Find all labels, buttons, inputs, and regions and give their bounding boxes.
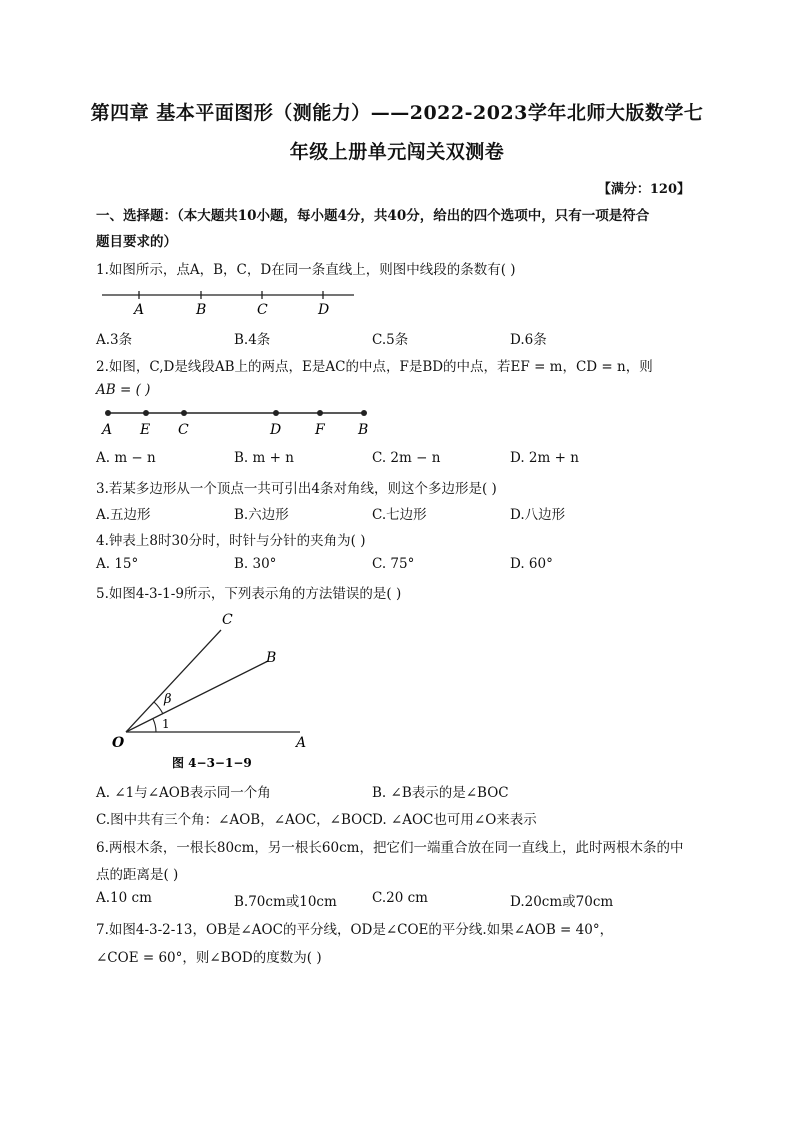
q5-option-d[interactable]: D. ∠AOC也可用∠O来表示 xyxy=(372,812,537,828)
q2-point-label: F xyxy=(315,422,325,438)
q4-option-c[interactable]: C. 75° xyxy=(372,556,415,572)
q2-point-label: C xyxy=(178,422,189,438)
q5-option-c[interactable]: C.图中共有三个角：∠AOB，∠AOC，∠BOC xyxy=(96,812,373,828)
q7-stem-cont: ∠COE = 60°，则∠BOD的度数为( ) xyxy=(96,950,322,966)
q1-option-c[interactable]: C.5条 xyxy=(372,332,409,348)
q2-point-label: E xyxy=(140,422,151,438)
q5-label-c: C xyxy=(222,612,233,628)
q2-point-label: D xyxy=(270,422,282,438)
q3-option-d[interactable]: D.八边形 xyxy=(510,507,566,523)
q2-dot-b xyxy=(361,410,367,416)
section1-heading-cont: 题目要求的） xyxy=(96,234,177,250)
q4-stem: 4.钟表上8时30分时，时针与分针的夹角为( ) xyxy=(96,533,366,549)
q5-arc-one xyxy=(153,719,156,732)
section1-heading: 一、选择题：（本大题共10小题，每小题4分，共40分，给出的四个选项中，只有一项是符合 xyxy=(96,208,650,224)
q2-stem: 2.如图，C,D是线段AB上的两点，E是AC的中点，F是BD的中点，若EF = m，CD = n，则 xyxy=(96,359,653,375)
q5-stem: 5.如图4-3-1-9所示，下列表示角的方法错误的是( ) xyxy=(96,586,402,602)
q5-option-b[interactable]: B. ∠B表示的是∠BOC xyxy=(372,785,509,801)
q1-point-label: D xyxy=(318,302,330,318)
q2-dot-f xyxy=(317,410,323,416)
q5-ray-oc xyxy=(126,630,221,732)
q2-option-c[interactable]: C. 2m − n xyxy=(372,450,441,466)
q4-option-b[interactable]: B. 30° xyxy=(234,556,277,572)
q1-figure xyxy=(96,284,366,318)
q1-option-d[interactable]: D.6条 xyxy=(510,332,547,348)
q2-point-label: A xyxy=(102,422,113,438)
q5-label-b: B xyxy=(266,650,277,666)
q2-option-a[interactable]: A. m − n xyxy=(96,450,156,466)
q6-stem: 6.两根木条，一根长80cm，另一根长60cm，把它们一端重合放在同一直线上，此时两根木条的中 xyxy=(96,840,684,856)
q5-option-a[interactable]: A. ∠1与∠AOB表示同一个角 xyxy=(96,785,271,801)
q2-option-b[interactable]: B. m + n xyxy=(234,450,294,466)
page-title-line-2: 年级上册单元闯关双测卷 xyxy=(289,141,505,163)
q1-point-label: A xyxy=(134,302,145,318)
q5-angle-figure xyxy=(108,605,328,775)
q6-option-b[interactable]: B.70cm或10cm xyxy=(234,894,337,910)
q3-option-a[interactable]: A.五边形 xyxy=(96,507,151,523)
q4-option-a[interactable]: A. 15° xyxy=(96,556,139,572)
q2-point-label: B xyxy=(358,422,369,438)
q2-stem-cont: AB = ( ) xyxy=(96,382,151,398)
q6-stem-cont: 点的距离是( ) xyxy=(96,867,179,883)
score-label: 【满分：120】 xyxy=(597,182,690,197)
q2-dot-d xyxy=(273,410,279,416)
q3-option-b[interactable]: B.六边形 xyxy=(234,507,289,523)
q1-point-label: C xyxy=(257,302,268,318)
q2-dot-c xyxy=(181,410,187,416)
q1-option-b[interactable]: B.4条 xyxy=(234,332,271,348)
q5-label-one: 1 xyxy=(162,717,170,731)
q5-label-a: A xyxy=(296,735,307,751)
q5-figure-caption: 图 4−3−1−9 xyxy=(172,756,252,770)
q1-option-a[interactable]: A.3条 xyxy=(96,332,133,348)
q6-option-a[interactable]: A.10 cm xyxy=(96,890,152,906)
q2-dot-e xyxy=(143,410,149,416)
q5-arc-beta xyxy=(154,702,163,714)
q2-option-d[interactable]: D. 2m + n xyxy=(510,450,579,466)
q3-stem: 3.若某多边形从一个顶点一共可引出4条对角线，则这个多边形是( ) xyxy=(96,481,497,497)
q5-label-o: O xyxy=(112,735,125,751)
page-title-line-1: 第四章 基本平面图形（测能力）——2022-2023学年北师大版数学七 xyxy=(90,102,704,124)
q5-label-beta: β xyxy=(164,692,172,707)
q5-ray-ob xyxy=(126,661,268,732)
q6-option-c[interactable]: C.20 cm xyxy=(372,890,428,906)
q6-option-d[interactable]: D.20cm或70cm xyxy=(510,894,614,910)
q2-figure xyxy=(96,402,376,438)
q2-dot-a xyxy=(105,410,111,416)
q1-point-label: B xyxy=(196,302,207,318)
q1-stem: 1.如图所示，点A，B，C，D在同一条直线上，则图中线段的条数有( ) xyxy=(96,262,516,278)
q7-stem: 7.如图4-3-2-13，OB是∠AOC的平分线，OD是∠COE的平分线.如果∠AOB = 40°， xyxy=(96,922,614,938)
q3-option-c[interactable]: C.七边形 xyxy=(372,507,427,523)
q4-option-d[interactable]: D. 60° xyxy=(510,556,553,572)
